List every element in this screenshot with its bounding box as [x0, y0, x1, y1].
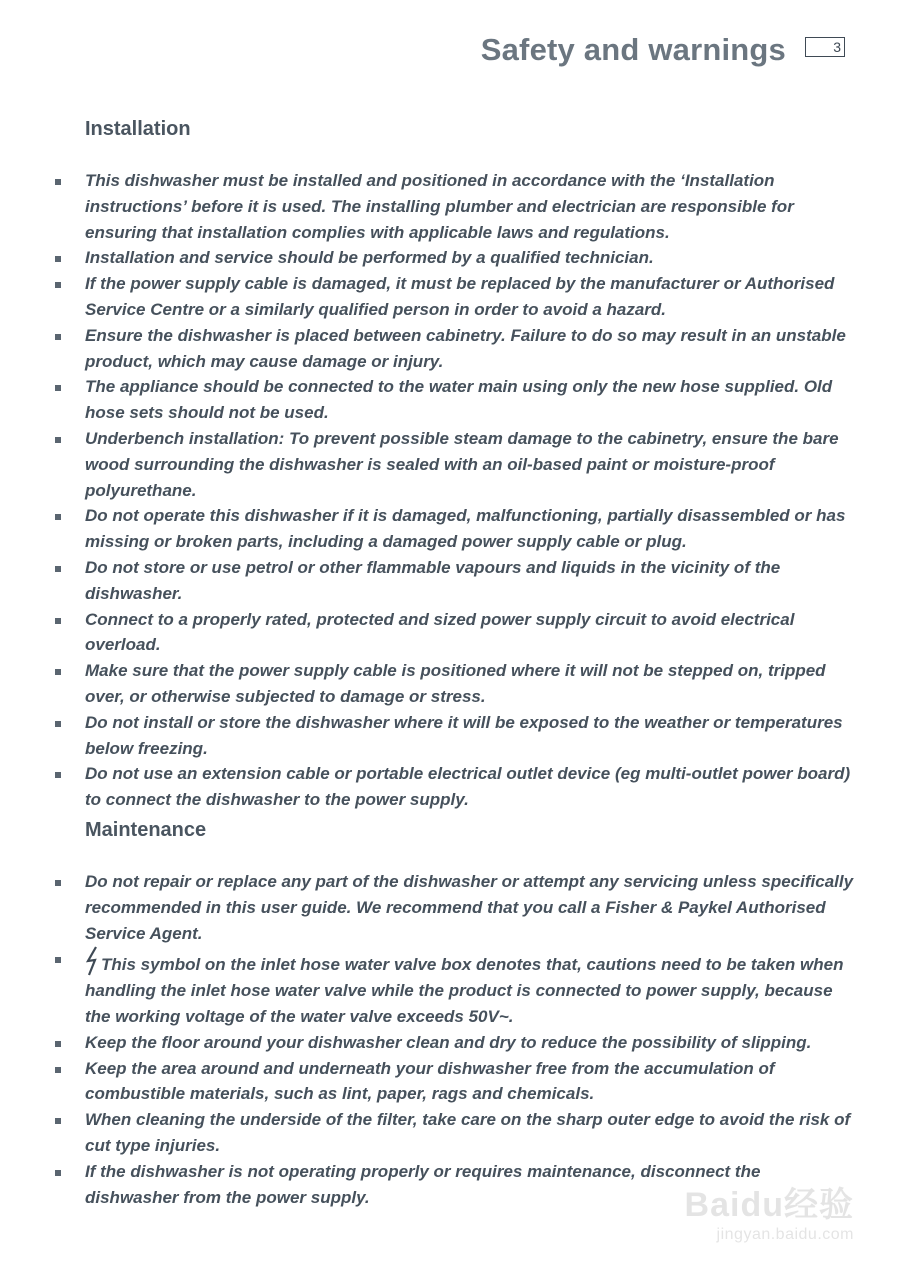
maintenance-heading: Maintenance	[85, 819, 207, 841]
list-item: This dishwasher must be installed and positioned in accordance with the ‘Installation instructions’ before it is used. The installing plumber and electrician are responsible for ensuring that installation complies with applicable laws and regulations.	[85, 168, 855, 245]
list-item: If the dishwasher is not operating properly or requires maintenance, disconnect the dishwasher from the power supply.	[85, 1159, 855, 1211]
list-item: The appliance should be connected to the water main using only the new hose supplied. Old hose sets should not be used.	[85, 374, 855, 426]
watermark-brand: Baidu经验	[684, 1186, 854, 1224]
installation-list	[85, 168, 855, 813]
watermark	[685, 1177, 854, 1244]
page-title: Safety and warnings	[480, 32, 786, 67]
list-item: Do not use an extension cable or portable electrical outlet device (eg multi-outlet power board) to connect the dishwasher to the power supply.	[85, 761, 855, 813]
page-number: 3	[805, 37, 845, 57]
list-item: Do not store or use petrol or other flammable vapours and liquids in the vicinity of the dishwasher.	[85, 555, 855, 607]
installation-heading: Installation	[85, 118, 191, 140]
list-item: Ensure the dishwasher is placed between cabinetry. Failure to do so may result in an unstable product, which may cause damage or injury.	[85, 323, 855, 375]
watermark-url: jingyan.baidu.com	[716, 1226, 854, 1243]
list-item: Keep the area around and underneath your dishwasher free from the accumulation of combustible materials, such as lint, paper, rags and chemicals.	[85, 1056, 855, 1108]
list-item: Installation and service should be performed by a qualified technician.	[85, 245, 855, 271]
list-item: Connect to a properly rated, protected and sized power supply circuit to avoid electrical overload.	[85, 607, 855, 659]
list-item: Make sure that the power supply cable is positioned where it will not be stepped on, tripped over, or otherwise subjected to damage or stress.	[85, 658, 855, 710]
list-item: Do not install or store the dishwasher where it will be exposed to the weather or temperatures below freezing.	[85, 710, 855, 762]
list-item: Do not repair or replace any part of the dishwasher or attempt any servicing unless specifically recommended in this user guide. We recommend that you call a Fisher & Paykel Authorised Service Agent.	[85, 869, 855, 946]
list-item: Keep the floor around your dishwasher clean and dry to reduce the possibility of slipping.	[85, 1030, 855, 1056]
list-item: Do not operate this dishwasher if it is damaged, malfunctioning, partially disassembled or has missing or broken parts, including a damaged power supply cable or plug.	[85, 503, 855, 555]
lightning-note-text: This symbol on the inlet hose water valve box denotes that, cautions need to be taken when handling the inlet hose water valve while the product is connected to power supply, because the working voltage of the water valve exceeds 50V~.	[85, 955, 844, 1026]
list-item: When cleaning the underside of the filter, take care on the sharp outer edge to avoid the risk of cut type injuries.	[85, 1107, 855, 1159]
list-item	[85, 946, 855, 1029]
list-item: If the power supply cable is damaged, it must be replaced by the manufacturer or Authorised Service Centre or a similarly qualified person in order to avoid a hazard.	[85, 271, 855, 323]
lightning-icon	[85, 946, 99, 976]
list-item: Underbench installation: To prevent possible steam damage to the cabinetry, ensure the bare wood surrounding the dishwasher is sealed with an oil-based paint or moisture-proof polyurethane.	[85, 426, 855, 503]
maintenance-list	[85, 869, 855, 1210]
